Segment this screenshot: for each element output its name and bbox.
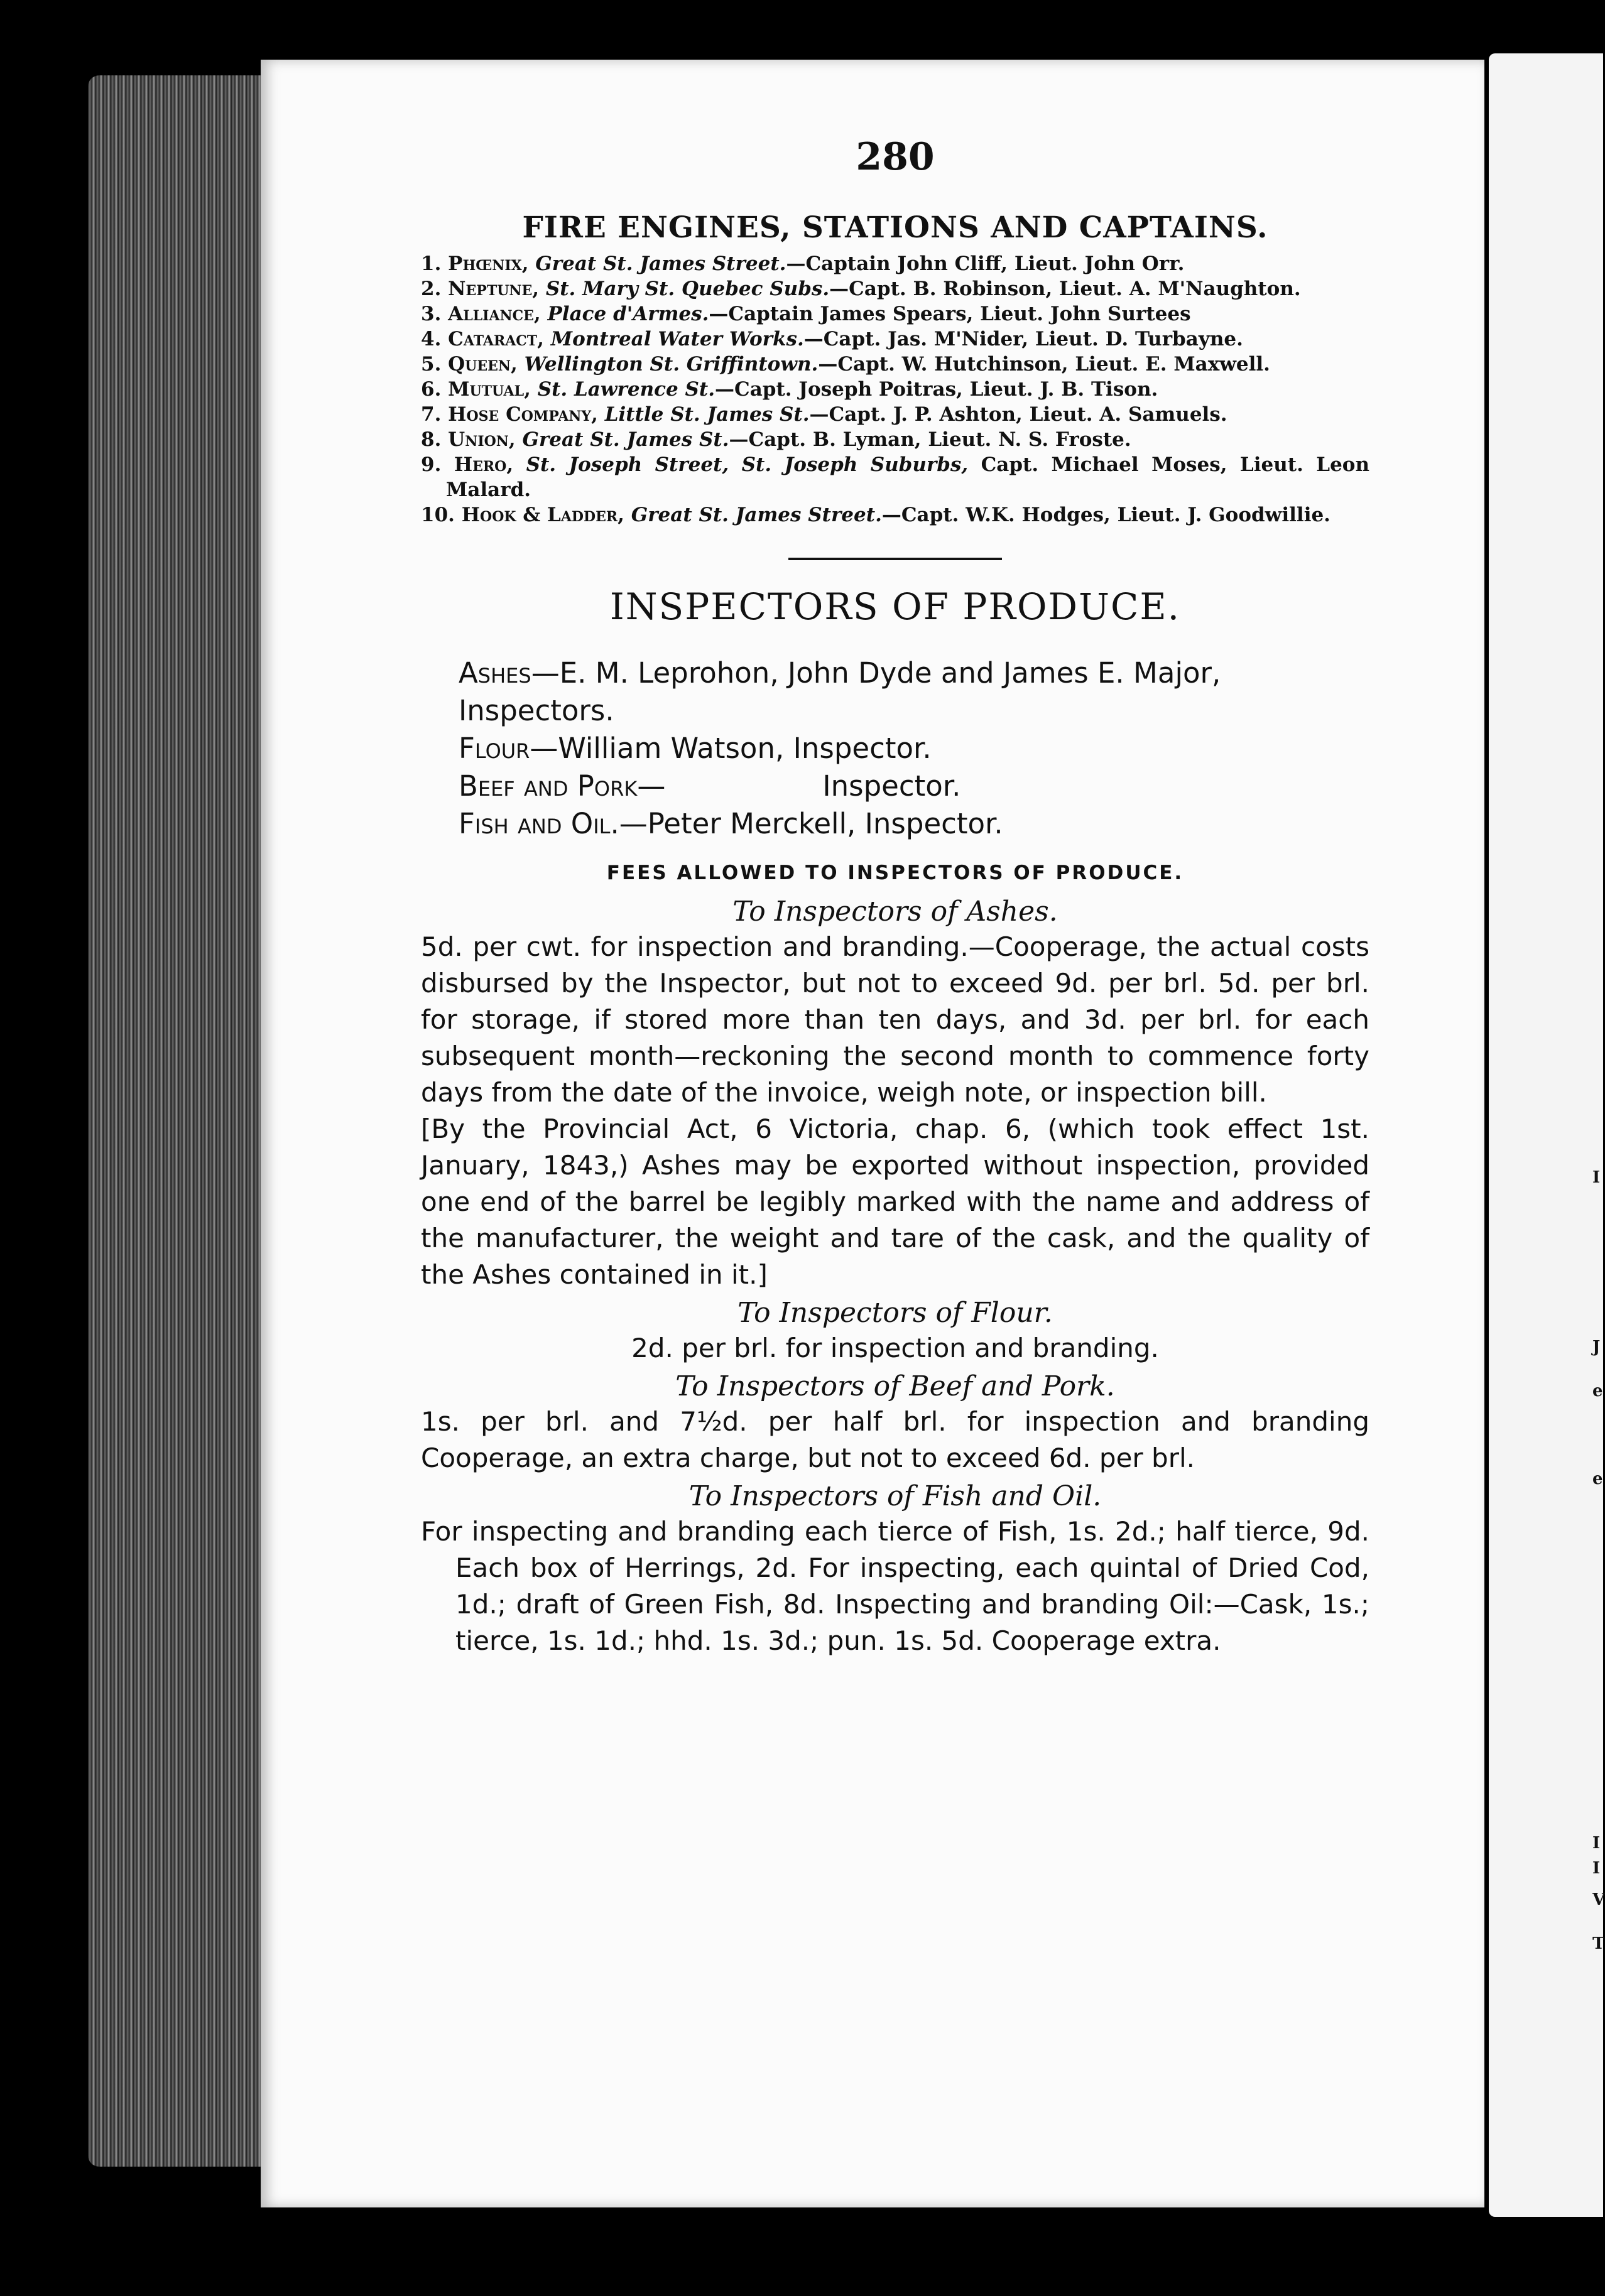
fees-heading: FEES ALLOWED TO INSPECTORS OF PRODUCE. bbox=[606, 862, 1184, 884]
inspector-ashes: Ashes—E. M. Leprohon, John Dyde and James E. Major, Inspectors. bbox=[459, 656, 1221, 727]
fragment: I bbox=[1592, 1168, 1601, 1187]
fragment: I bbox=[1592, 1859, 1601, 1878]
fees-fish-text: For inspecting and branding each tierce of Fish, 1s. 2d.; half tierce, 9d. Each box of Herrings, 2d. For inspecting, each quintal of Dried Cod, 1d.; draft of Green Fish, 8d. Inspecting and branding Oil:—Cask, 1s.; tierce, 1s. 1d.; hhd. 1s. 3d.; pun. 1s. 5d. Cooperage extra. bbox=[421, 1516, 1369, 1656]
section-divider bbox=[788, 558, 1002, 560]
fees-flour-text: 2d. per brl. for inspection and branding. bbox=[631, 1333, 1159, 1363]
fire-engine-item: 9. Hero, St. Joseph Street, St. Joseph Suburbs, Capt. Michael Moses, Lieut. Leon Malard. bbox=[421, 453, 1370, 501]
fire-engine-item: 2. Neptune, St. Mary St. Quebec Subs.—Capt. B. Robinson, Lieut. A. M'Naughton. bbox=[421, 278, 1301, 300]
inspectors-heading: INSPECTORS OF PRODUCE. bbox=[609, 585, 1181, 628]
fire-engine-item: 6. Mutual, St. Lawrence St.—Capt. Joseph Poitras, Lieut. J. B. Tison. bbox=[421, 378, 1158, 401]
fragment: V bbox=[1592, 1890, 1605, 1909]
inspector-fish-oil: Fish and Oil.—Peter Merckell, Inspector. bbox=[459, 807, 1003, 840]
fragment: e bbox=[1592, 1470, 1603, 1488]
fire-engine-item: 7. Hose Company, Little St. James St.—Capt. J. P. Ashton, Lieut. A. Samuels. bbox=[421, 403, 1227, 426]
fees-ashes-note: [By the Provincial Act, 6 Victoria, chap. 6, (which took effect 1st. January, 1843,) Ashes may be exported without inspection, provided one end of the barrel be legibly marked with the name and address of the manufacturer, the weight and tare of the cask, and the quality of the Ashes contained in it.] bbox=[421, 1113, 1369, 1290]
fire-engine-item: 1. Phœnix, Great St. James Street.—Captain John Cliff, Lieut. John Orr. bbox=[421, 252, 1185, 275]
fees-flour-heading: To Inspectors of Flour. bbox=[737, 1297, 1053, 1329]
page-number: 280 bbox=[856, 135, 935, 179]
fire-engine-item: 8. Union, Great St. James St.—Capt. B. Lyman, Lieut. N. S. Froste. bbox=[421, 428, 1131, 451]
inspector-flour: Flour—William Watson, Inspector. bbox=[459, 732, 932, 765]
inspectors-list bbox=[421, 654, 1369, 843]
book-page bbox=[261, 60, 1484, 2207]
fees-ashes-text: 5d. per cwt. for inspection and branding.—Cooperage, the actual costs disbursed by the Inspector, but not to exceed 9d. per brl. 5d. per brl. for storage, if stored more than ten days, and 3d. per brl. for each subsequent month—reckoning the second month to commence forty days from the date of the invoice, weigh note, or inspection bill. bbox=[421, 931, 1369, 1108]
fees-ashes-heading: To Inspectors of Ashes. bbox=[732, 896, 1058, 928]
fragment: T bbox=[1592, 1934, 1605, 1953]
fire-engine-item: 3. Alliance, Place d'Armes.—Captain James Spears, Lieut. John Surtees bbox=[421, 303, 1191, 325]
fire-engine-item: 4. Cataract, Montreal Water Works.—Capt. Jas. M'Nider, Lieut. D. Turbayne. bbox=[421, 328, 1243, 350]
fees-beef-heading: To Inspectors of Beef and Pork. bbox=[675, 1370, 1115, 1402]
fire-engine-item: 5. Queen, Wellington St. Griffintown.—Capt. W. Hutchinson, Lieut. E. Maxwell. bbox=[421, 353, 1270, 376]
fragment: J bbox=[1592, 1338, 1601, 1356]
fragment: e bbox=[1592, 1382, 1603, 1400]
fragment: I bbox=[1592, 1834, 1601, 1853]
inspector-beef-pork: Beef and Pork— Inspector. bbox=[459, 769, 961, 803]
fire-engines-heading: FIRE ENGINES, STATIONS AND CAPTAINS. bbox=[522, 210, 1268, 245]
fire-engines-list bbox=[421, 251, 1369, 528]
fees-beef-text: 1s. per brl. and 7½d. per half brl. for inspection and branding Cooperage, an extra charge, but not to exceed 6d. per brl. bbox=[421, 1406, 1369, 1473]
page-content bbox=[421, 135, 1369, 1659]
facing-page bbox=[1489, 53, 1603, 2217]
book-page-edges bbox=[88, 75, 261, 2167]
fees-fish-heading: To Inspectors of Fish and Oil. bbox=[688, 1480, 1102, 1512]
fire-engine-item: 10. Hook & Ladder, Great St. James Street.—Capt. W.K. Hodges, Lieut. J. Goodwillie. bbox=[421, 504, 1330, 526]
